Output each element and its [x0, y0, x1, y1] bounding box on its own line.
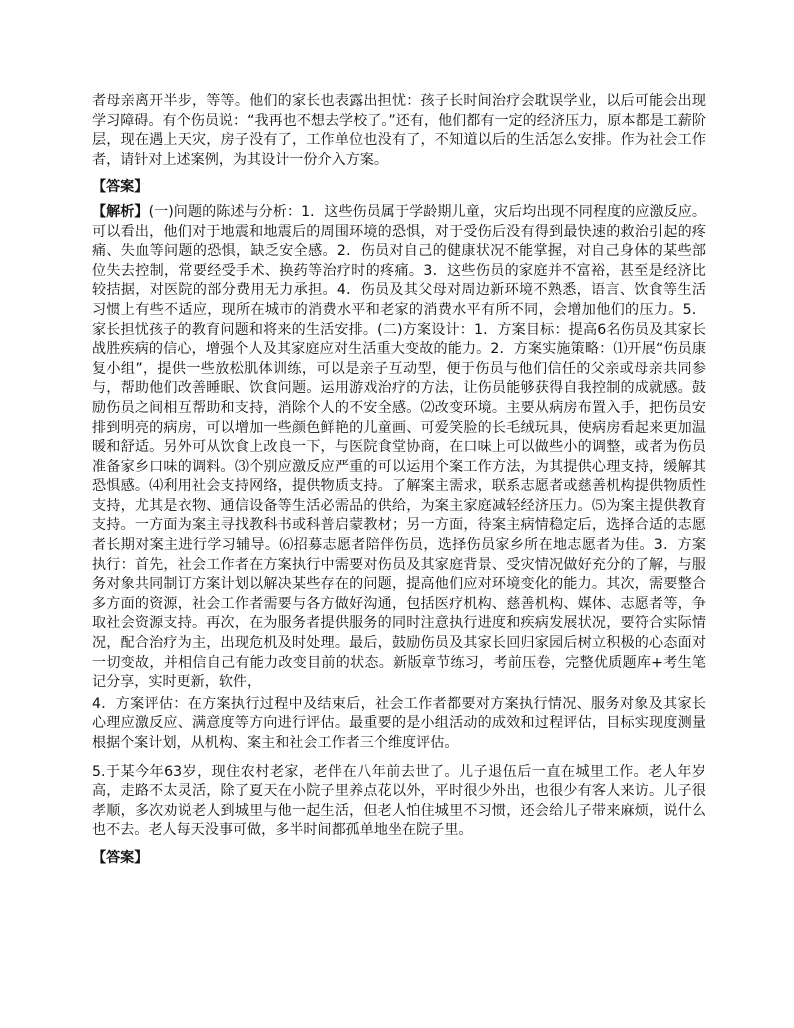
document-page [92, 92, 706, 869]
analysis-label: 【解析】 [92, 203, 149, 220]
analysis-body: (一)问题的陈述与分析：1．这些伤员属于学龄期儿童，灾后均出现不同程度的应激反应。可以看出，他们对于地震和地震后的周围环境的恐惧，对于受伤后没有得到最快速的救治引起的疼痛、失血等问题的恐惧，缺乏安全感。2．伤员对自己的健康状况不能掌握，对自己身体的某些部位失去控制，常要经受手术、换药等治疗时的疼痛。3．这些伤员的家庭并不富裕，甚至是经济比较拮据，对医院的部分费用无力承担。4．伤员及其父母对周边新环境不熟悉，语言、饮食等生活习惯上有些不适应，现所在城市的消费水平和老家的消费水平有所不同，会增加他们的压力。5．家长担忧孩子的教育问题和将来的生活安排。(二)方案设计：1．方案目标：提高6名伤员及其家长战胜疾病的信心，增强个人及其家庭应对生活重大变故的能力。2．方案实施策略：⑴开展“伤员康复小组”，提供一些放松肌体训练，可以是亲子互动型，便于伤员与他们信任的父亲或母亲共同参与，帮助他们改善睡眠、饮食问题。运用游戏治疗的方法，让伤员能够获得自我控制的成就感。鼓励伤员之间相互帮助和支持，消除个人的不安全感。⑵改变环境。主要从病房布置入手，把伤员安排到明亮的病房，可以增加一些颜色鲜艳的儿童画、可爱笑脸的长毛绒玩具，使病房看起来更加温暖和舒适。另外可从饮食上改良一下，与医院食堂协商，在口味上可以做些小的调整，或者为伤员准备家乡口味的调料。⑶个别应激反应严重的可以运用个案工作方法，为其提供心理支持，缓解其恐惧感。⑷利用社会支持网络，提供物质支持。了解案主需求，联系志愿者或慈善机构提供物质性支持，尤其是衣物、通信设备等生活必需品的供给，为案主家庭减轻经济压力。⑸为案主提供教育支持。一方面为案主寻找教科书或科普启蒙教材；另一方面，待案主病情稳定后，选择合适的志愿者长期对案主进行学习辅导。⑹招募志愿者陪伴伤员，选择伤员家乡所在地志愿者为佳。3．方案执行：首先，社会工作者在方案执行中需要对伤员及其家庭背景、受灾情况做好充分的了解，与服务对象共同制订方案计划以解决某些存在的问题，提高他们应对环境变化的能力。其次，需要整合多方面的资源，社会工作者需要与各方做好沟通，包括医疗机构、慈善机构、媒体、志愿者等，争取社会资源支持。再次，在为服务者提供服务的同时注意执行进度和疾病发展状况，要符合实际情况，配合治疗为主，出现危机及时处理。最后，鼓励伤员及其家长回归家园后树立积极的心态面对一切变故，并相信自己有能力改变目前的状态。新版章节练习，考前压卷，完整优质题库+考生笔记分享，实时更新，软件， [92, 203, 707, 691]
question-5-paragraph: 5.于某今年63岁，现住农村老家，老伴在八年前去世了。儿子退伍后一直在城里工作。老人年岁高，走路不太灵活，除了夏天在小院子里养点花以外，平时很少外出，也很少有客人来访。儿子很孝顺，多次劝说老人到城里与他一起生活，但老人怕住城里不习惯，还会给儿子带来麻烦，说什么也不去。老人每天没事可做，多半时间都孤单地坐在院子里。 [92, 763, 706, 839]
analysis-paragraph [92, 203, 706, 693]
question-continuation-paragraph: 者母亲离开半步，等等。他们的家长也表露出担忧：孩子长时间治疗会耽误学业，以后可能会出现学习障碍。有个伤员说：“我再也不想去学校了。”还有，他们都有一定的经济压力，原本都是工薪阶层，现在遇上天灾，房子没有了，工作单位也没有了，不知道以后的生活怎么安排。作为社会工作者，请针对上述案例，为其设计一份介入方案。 [92, 93, 706, 168]
answer-label-2: 【答案】 [92, 849, 149, 866]
answer-label: 【答案】 [92, 179, 149, 196]
evaluation-paragraph: 4．方案评估：在方案执行过程中及结束后，社会工作者都要对方案执行情况、服务对象及其家长心理应激反应、满意度等方向进行评估。最重要的是小组活动的成效和过程评估，目标实现度测量根据个案计划，从机构、案主和社会工作者三个维度评估。 [92, 695, 706, 751]
